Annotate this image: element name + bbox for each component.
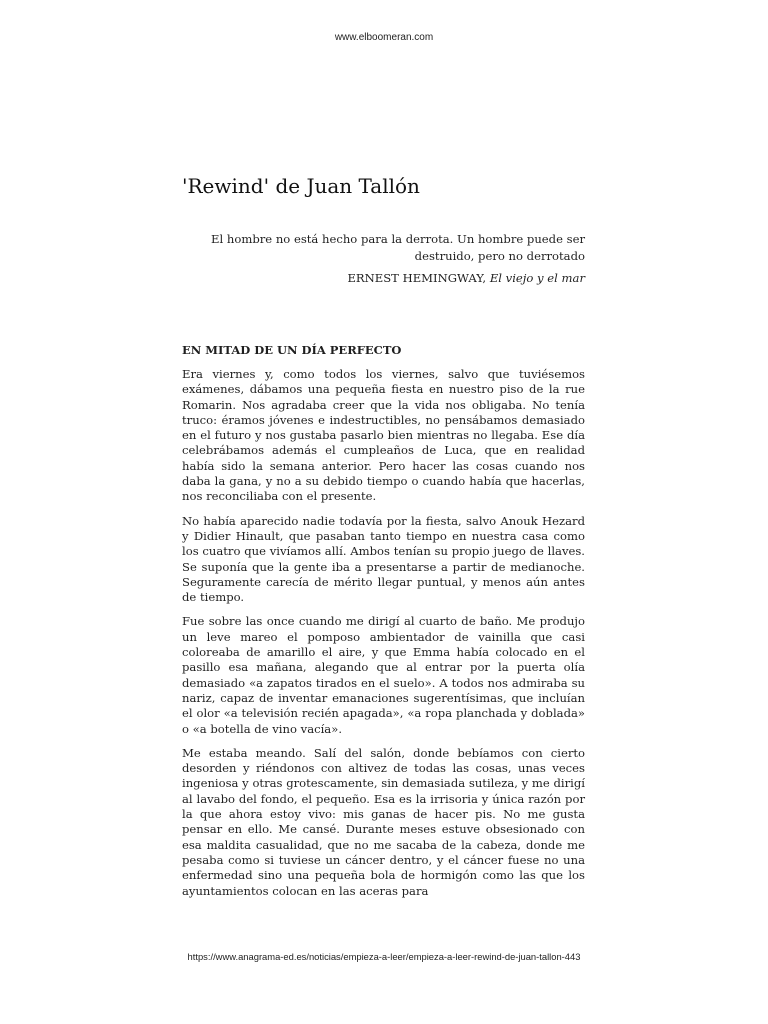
- body-text: [182, 367, 585, 908]
- header-url: www.elboomeran.com: [334, 32, 434, 43]
- epigraph-attribution: [210, 270, 585, 287]
- paragraph: Me estaba meando. Salí del salón, donde bebíamos con cierto desorden y riéndonos con altivez de todas las cosas, unas veces ingeniosa y otras grotescamente, sin demasiada sutileza, y me dirigí al lavabo del fondo, el pequeño. Esa es la irrisoria y única razón por la que ahora estoy vivo: mis ganas de hacer pis. No me gusta pensar en ello. Me cansé. Durante meses estuve obsesionado con esa maldita casualidad, que no me sacaba de la cabeza, donde me pesaba como si tuviese un cáncer dentro, y el cáncer fuese no una enfermedad sino una pequeña bola de hormigón como las que los ayuntamientos colocan en las aceras para: [182, 745, 585, 898]
- epigraph-work: El viejo y el mar: [489, 271, 585, 285]
- paragraph: No había aparecido nadie todavía por la fiesta, salvo Anouk Hezard y Didier Hinault, que pasaban tanto tiempo en nuestra casa como los cuatro que vivíamos allí. Ambos tenían su propio juego de llaves. Se suponía que la gente iba a presentarse a partir de medianoche. Seguramente carecía de mérito llegar puntual, y menos aún antes de tiempo.: [182, 513, 585, 605]
- epigraph-quote: El hombre no está hecho para la derrota. Un hombre puede ser destruido, pero no derrotado: [211, 232, 585, 263]
- epigraph: [210, 231, 585, 287]
- section-heading: EN MITAD DE UN DÍA PERFECTO: [182, 343, 402, 357]
- paragraph: Era viernes y, como todos los viernes, salvo que tuviésemos exámenes, dábamos una pequeña fiesta en nuestro piso de la rue Romarin. Nos agradaba creer que la vida nos obligaba. No tenía truco: éramos jóvenes e indestructibles, no pensábamos demasiado en el futuro y nos gustaba pasarlo bien mientras no llegaba. Ese día celebrábamos además el cumpleaños de Luca, que en realidad había sido la semana anterior. Pero hacer las cosas cuando nos daba la gana, y no a su debido tiempo o cuando había que hacerlas, nos reconciliaba con el presente.: [182, 367, 585, 504]
- footer-url: https://www.anagrama-ed.es/noticias/empieza-a-leer/empieza-a-leer-rewind-de-juan-tallon-443: [187, 951, 581, 962]
- epigraph-author: ERNEST HEMINGWAY,: [347, 271, 490, 285]
- page-title: 'Rewind' de Juan Tallón: [182, 174, 420, 198]
- paragraph: Fue sobre las once cuando me dirigí al cuarto de baño. Me produjo un leve mareo el pomposo ambientador de vainilla que casi coloreaba de amarillo el aire, y que Emma había colocado en el pasillo esa mañana, alegando que al entrar por la puerta olía demasiado «a zapatos tirados en el suelo». A todos nos admiraba su nariz, capaz de inventar emanaciones sugerentísimas, que incluían el olor «a televisión recién apagada», «a ropa planchada y doblada» o «a botella de vino vacía».: [182, 614, 585, 736]
